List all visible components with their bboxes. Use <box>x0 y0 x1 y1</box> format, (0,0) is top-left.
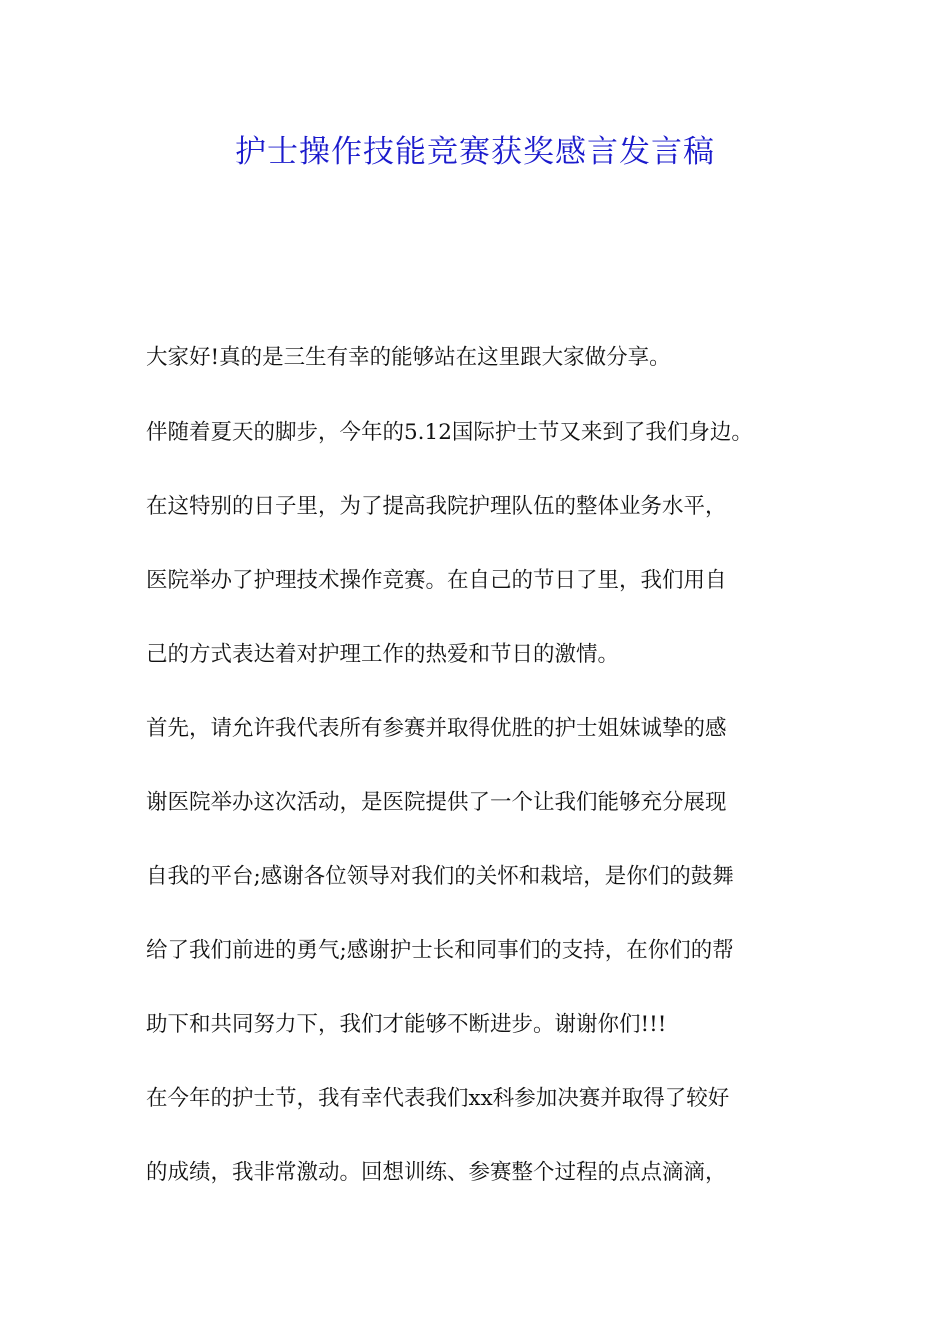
paragraph-line: 助下和共同努力下，我们才能够不断进步。谢谢你们!!! <box>146 1012 667 1037</box>
paragraph-line: 的成绩，我非常激动。回想训练、参赛整个过程的点点滴滴， <box>146 1160 727 1185</box>
paragraph-line: 在今年的护士节，我有幸代表我们xx科参加决赛并取得了较好 <box>146 1086 730 1111</box>
paragraph-line: 医院举办了护理技术操作竞赛。在自己的节日了里，我们用自 <box>146 568 727 593</box>
paragraph-line: 谢医院举办这次活动，是医院提供了一个让我们能够充分展现 <box>146 790 727 815</box>
paragraph-line: 自我的平台;感谢各位领导对我们的关怀和栽培，是你们的鼓舞 <box>146 864 734 889</box>
paragraph-line: 在这特别的日子里，为了提高我院护理队伍的整体业务水平， <box>146 494 727 519</box>
paragraph-line: 己的方式表达着对护理工作的热爱和节日的激情。 <box>146 642 620 667</box>
paragraph-line: 伴随着夏天的脚步，今年的5.12国际护士节又来到了我们身边。 <box>146 420 753 445</box>
document-title: 护士操作技能竞赛获奖感言发言稿 <box>235 134 715 170</box>
paragraph-line: 首先，请允许我代表所有参赛并取得优胜的护士姐妹诚挚的感 <box>146 716 727 741</box>
paragraph-line: 大家好!真的是三生有幸的能够站在这里跟大家做分享。 <box>146 345 671 370</box>
paragraph-line: 给了我们前进的勇气;感谢护士长和同事们的支持，在你们的帮 <box>146 938 734 963</box>
